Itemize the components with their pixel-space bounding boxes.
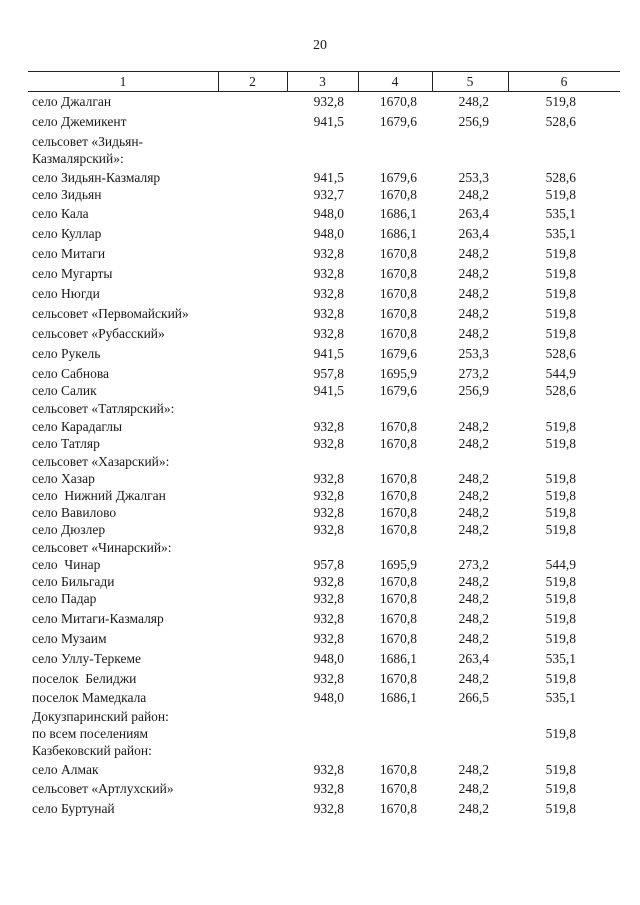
col-3-cell: 948,0 — [313, 690, 344, 705]
row-name-cell: село Кала — [32, 206, 89, 221]
table-row — [0, 113, 640, 131]
row-name-cell: сельсовет «Татлярский»: — [32, 401, 175, 416]
col-6-cell: 535,1 — [545, 226, 576, 241]
table-row — [0, 742, 640, 760]
table-row — [0, 708, 640, 726]
table-row — [0, 590, 640, 608]
col-3-cell: 932,8 — [313, 94, 344, 109]
row-name-cell: село Нюгди — [32, 286, 100, 301]
col-4-cell: 1670,8 — [379, 762, 417, 777]
row-name-cell: село Хазар — [32, 471, 95, 486]
col-3-cell: 932,8 — [313, 574, 344, 589]
col-4-cell: 1670,8 — [379, 591, 417, 606]
col-6-cell: 519,8 — [545, 762, 576, 777]
col-6-cell: 528,6 — [545, 346, 576, 361]
col-6-cell: 519,8 — [545, 306, 576, 321]
col-3-cell: 932,8 — [313, 266, 344, 281]
col-5-cell: 248,2 — [458, 419, 489, 434]
col-3-cell: 948,0 — [313, 206, 344, 221]
col-5-cell: 248,2 — [458, 471, 489, 486]
col-6-cell: 544,9 — [545, 557, 576, 572]
col-3-cell: 932,8 — [313, 611, 344, 626]
table-row — [0, 725, 640, 743]
col-6-cell: 519,8 — [545, 781, 576, 796]
col-5-cell: 248,2 — [458, 488, 489, 503]
row-name-cell: село Дюзлер — [32, 522, 106, 537]
col-3-cell: 932,8 — [313, 631, 344, 646]
col-6-cell: 519,8 — [545, 187, 576, 202]
col-6-cell: 535,1 — [545, 651, 576, 666]
table-row — [0, 245, 640, 263]
col-3-cell: 957,8 — [313, 557, 344, 572]
table-row — [0, 539, 640, 557]
table-row — [0, 365, 640, 383]
col-3-cell: 932,8 — [313, 505, 344, 520]
table-row — [0, 689, 640, 707]
col-5-cell: 248,2 — [458, 631, 489, 646]
col-4-cell: 1670,8 — [379, 266, 417, 281]
col-4-cell: 1670,8 — [379, 419, 417, 434]
col-5-cell: 263,4 — [458, 651, 489, 666]
col-4-cell: 1670,8 — [379, 326, 417, 341]
col-5-cell: 248,2 — [458, 266, 489, 281]
table-row — [0, 453, 640, 471]
table-row — [0, 761, 640, 779]
col-5-cell: 248,2 — [458, 505, 489, 520]
col-6-cell: 519,8 — [545, 726, 576, 741]
table-row — [0, 93, 640, 111]
col-6-cell: 519,8 — [545, 419, 576, 434]
col-5-cell: 248,2 — [458, 574, 489, 589]
col-5-cell: 256,9 — [458, 114, 489, 129]
col-4-cell: 1670,8 — [379, 94, 417, 109]
col-3-cell: 948,0 — [313, 651, 344, 666]
col-3-cell: 932,8 — [313, 591, 344, 606]
col-6-cell: 528,6 — [545, 170, 576, 185]
col-5-cell: 248,2 — [458, 762, 489, 777]
row-name-cell: по всем поселениям — [32, 726, 149, 741]
col-3-cell: 941,5 — [313, 114, 344, 129]
col-5-cell: 248,2 — [458, 306, 489, 321]
col-4-cell: 1670,8 — [379, 631, 417, 646]
col-4-cell: 1679,6 — [379, 114, 417, 129]
row-name-cell: село Алмак — [32, 762, 99, 777]
col-5-cell: 266,5 — [458, 690, 489, 705]
row-name-cell: сельсовет «Первомайский» — [32, 306, 189, 321]
header-cell-2: 2 — [249, 74, 256, 89]
col-5-cell: 253,3 — [458, 346, 489, 361]
col-5-cell: 248,2 — [458, 94, 489, 109]
row-name-cell: Докузпаринский район: — [32, 709, 169, 724]
col-6-cell: 519,8 — [545, 488, 576, 503]
header-cell-3: 3 — [319, 74, 326, 89]
row-name-cell: село Зидьян-Казмаляр — [32, 170, 161, 185]
table-row — [0, 285, 640, 303]
col-5-cell: 248,2 — [458, 671, 489, 686]
row-name-cell: сельсовет «Рубасский» — [32, 326, 165, 341]
col-6-cell: 519,8 — [545, 801, 576, 816]
col-4-cell: 1686,1 — [379, 690, 417, 705]
table-row — [0, 400, 640, 418]
col-3-cell: 932,8 — [313, 326, 344, 341]
col-4-cell: 1670,8 — [379, 781, 417, 796]
col-4-cell: 1679,6 — [379, 346, 417, 361]
table-row — [0, 504, 640, 522]
table-row — [0, 470, 640, 488]
row-name-cell: Казбековский район: — [32, 743, 152, 758]
table-row — [0, 186, 640, 204]
col-4-cell: 1670,8 — [379, 286, 417, 301]
table-row — [0, 487, 640, 505]
table-row — [0, 800, 640, 818]
col-5-cell: 248,2 — [458, 246, 489, 261]
col-5-cell: 248,2 — [458, 781, 489, 796]
col-3-cell: 932,8 — [313, 671, 344, 686]
table-row — [0, 630, 640, 648]
row-name-cell: село Сабнова — [32, 366, 110, 381]
col-3-cell: 932,8 — [313, 286, 344, 301]
col-6-cell: 519,8 — [545, 326, 576, 341]
row-name-cell: сельсовет «Чинарский»: — [32, 540, 172, 555]
col-6-cell: 519,8 — [545, 436, 576, 451]
row-name-cell: село Митаги-Казмаляр — [32, 611, 164, 626]
page-number: 20 — [313, 38, 327, 53]
row-name-cell: сельсовет «Хазарский»: — [32, 454, 170, 469]
col-3-cell: 932,8 — [313, 488, 344, 503]
col-6-cell: 544,9 — [545, 366, 576, 381]
table-row — [0, 325, 640, 343]
table-row — [0, 205, 640, 223]
col-3-cell: 957,8 — [313, 366, 344, 381]
col-4-cell: 1670,8 — [379, 574, 417, 589]
row-name-cell: село Татляр — [32, 436, 100, 451]
header-cell-1: 1 — [119, 74, 127, 89]
row-name-cell: село Митаги — [32, 246, 106, 261]
col-6-cell: 519,8 — [545, 631, 576, 646]
row-name-cell: Казмалярский»: — [32, 151, 124, 166]
col-4-cell: 1670,8 — [379, 488, 417, 503]
col-4-cell: 1679,6 — [379, 170, 417, 185]
col-6-cell: 528,6 — [545, 383, 576, 398]
col-4-cell: 1670,8 — [379, 436, 417, 451]
col-3-cell: 932,8 — [313, 419, 344, 434]
col-3-cell: 932,8 — [313, 471, 344, 486]
col-3-cell: 932,8 — [313, 781, 344, 796]
col-5-cell: 248,2 — [458, 801, 489, 816]
col-3-cell: 941,5 — [313, 170, 344, 185]
col-6-cell: 519,8 — [545, 94, 576, 109]
col-6-cell: 519,8 — [545, 471, 576, 486]
col-4-cell: 1670,8 — [379, 187, 417, 202]
table-row — [0, 345, 640, 363]
col-4-cell: 1670,8 — [379, 801, 417, 816]
row-name-cell: поселок Мамедкала — [32, 690, 147, 705]
col-4-cell: 1670,8 — [379, 522, 417, 537]
col-4-cell: 1695,9 — [379, 557, 417, 572]
table-row — [0, 780, 640, 798]
col-3-cell: 948,0 — [313, 226, 344, 241]
col-4-cell: 1670,8 — [379, 306, 417, 321]
row-name-cell: село Мугарты — [32, 266, 113, 281]
header-cell-4: 4 — [391, 74, 399, 89]
row-name-cell: село Вавилово — [32, 505, 117, 520]
col-4-cell: 1686,1 — [379, 226, 417, 241]
table-row — [0, 305, 640, 323]
col-6-cell: 519,8 — [545, 574, 576, 589]
table-row — [0, 169, 640, 187]
table-row — [0, 225, 640, 243]
col-6-cell: 519,8 — [545, 286, 576, 301]
col-3-cell: 932,8 — [313, 801, 344, 816]
col-4-cell: 1670,8 — [379, 611, 417, 626]
row-name-cell: село Падар — [32, 591, 97, 606]
table-row — [0, 382, 640, 400]
col-5-cell: 248,2 — [458, 436, 489, 451]
col-3-cell: 932,7 — [313, 187, 344, 202]
col-5-cell: 248,2 — [458, 286, 489, 301]
header-cell-6: 6 — [560, 74, 568, 89]
col-6-cell: 535,1 — [545, 690, 576, 705]
col-5-cell: 248,2 — [458, 187, 489, 202]
col-5-cell: 248,2 — [458, 326, 489, 341]
col-6-cell: 519,8 — [545, 591, 576, 606]
table-row — [0, 650, 640, 668]
col-4-cell: 1670,8 — [379, 246, 417, 261]
table-row — [0, 521, 640, 539]
table-row — [0, 670, 640, 688]
col-3-cell: 932,8 — [313, 436, 344, 451]
row-name-cell: село Карадаглы — [32, 419, 123, 434]
col-4-cell: 1670,8 — [379, 671, 417, 686]
col-6-cell: 519,8 — [545, 522, 576, 537]
row-name-cell: сельсовет «Артлухский» — [32, 781, 174, 796]
col-5-cell: 273,2 — [458, 557, 489, 572]
col-3-cell: 941,5 — [313, 346, 344, 361]
col-5-cell: 263,4 — [458, 206, 489, 221]
col-6-cell: 519,8 — [545, 266, 576, 281]
table-row — [0, 556, 640, 574]
table-row — [0, 573, 640, 591]
col-6-cell: 535,1 — [545, 206, 576, 221]
col-6-cell: 528,6 — [545, 114, 576, 129]
col-4-cell: 1670,8 — [379, 471, 417, 486]
row-name-cell: село Джемикент — [32, 114, 127, 129]
table-row — [0, 418, 640, 436]
table-row — [0, 133, 640, 151]
col-3-cell: 932,8 — [313, 306, 344, 321]
col-5-cell: 273,2 — [458, 366, 489, 381]
col-3-cell: 932,8 — [313, 762, 344, 777]
table-row — [0, 610, 640, 628]
row-name-cell: село Уллу-Теркеме — [32, 651, 141, 666]
row-name-cell: село Бильгади — [32, 574, 115, 589]
row-name-cell: поселок Белиджи — [32, 671, 137, 686]
col-5-cell: 263,4 — [458, 226, 489, 241]
col-3-cell: 932,8 — [313, 246, 344, 261]
row-name-cell: село Джалган — [32, 94, 112, 109]
col-3-cell: 941,5 — [313, 383, 344, 398]
col-6-cell: 519,8 — [545, 505, 576, 520]
col-4-cell: 1695,9 — [379, 366, 417, 381]
col-5-cell: 256,9 — [458, 383, 489, 398]
col-5-cell: 248,2 — [458, 591, 489, 606]
row-name-cell: село Нижний Джалган — [32, 488, 166, 503]
col-6-cell: 519,8 — [545, 671, 576, 686]
row-name-cell: село Буртунай — [32, 801, 115, 816]
row-name-cell: село Музаим — [32, 631, 107, 646]
col-5-cell: 248,2 — [458, 611, 489, 626]
col-5-cell: 248,2 — [458, 522, 489, 537]
header-cell-5: 5 — [466, 74, 474, 89]
row-name-cell: село Салик — [32, 383, 97, 398]
col-4-cell: 1686,1 — [379, 206, 417, 221]
col-5-cell: 253,3 — [458, 170, 489, 185]
row-name-cell: село Чинар — [32, 557, 101, 572]
col-6-cell: 519,8 — [545, 611, 576, 626]
row-name-cell: село Зидьян — [32, 187, 102, 202]
table-row — [0, 435, 640, 453]
row-name-cell: село Куллар — [32, 226, 102, 241]
table-row — [0, 150, 640, 168]
table-row — [0, 265, 640, 283]
row-name-cell: сельсовет «Зидьян- — [32, 134, 144, 149]
row-name-cell: село Рукель — [32, 346, 101, 361]
col-3-cell: 932,8 — [313, 522, 344, 537]
col-4-cell: 1679,6 — [379, 383, 417, 398]
col-6-cell: 519,8 — [545, 246, 576, 261]
col-4-cell: 1670,8 — [379, 505, 417, 520]
col-4-cell: 1686,1 — [379, 651, 417, 666]
